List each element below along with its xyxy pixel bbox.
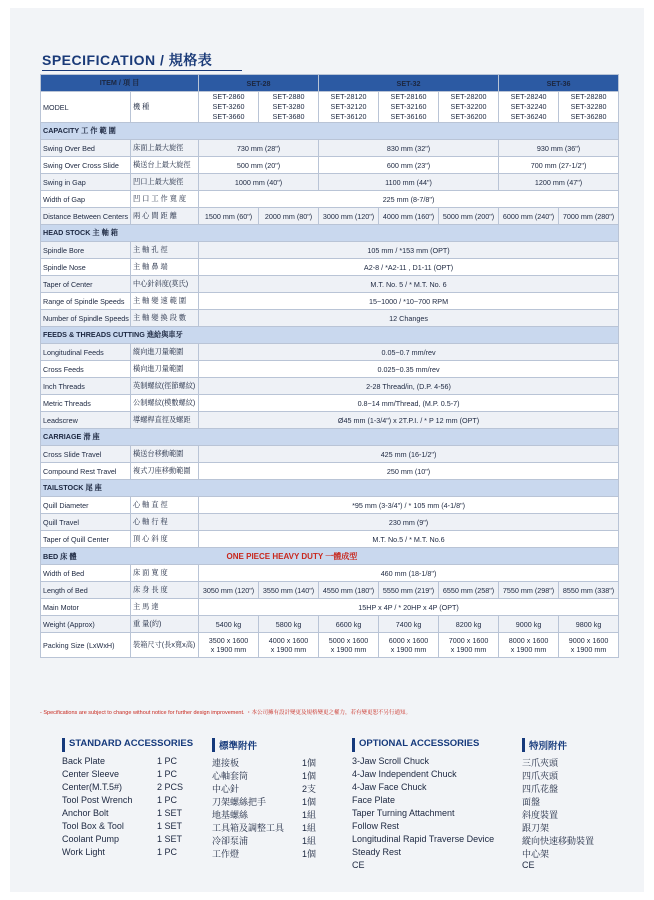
row-value: A2-8 / *A2-11 , D1-11 (OPT) [199, 259, 619, 276]
row-label: Compound Rest Travel [41, 463, 131, 480]
row-label: Width of Gap [41, 191, 131, 208]
optional-item-zh: 跟刀架 [522, 823, 550, 833]
row-value: 460 mm (18-1/8") [199, 565, 619, 582]
standard-item-zh [212, 847, 342, 860]
optional-item-zh: 四爪花盤 [522, 784, 559, 794]
standard-item [62, 821, 212, 834]
section-title-tailstock: TAILSTOCK 尾 座 [41, 480, 619, 497]
spec-row [41, 565, 619, 582]
standard-item-name-zh: 連接板 [212, 758, 240, 768]
row-label-zh: 主 軸 鼻 端 [131, 259, 199, 276]
header-set32: SET-32 [319, 75, 499, 92]
page-title: SPECIFICATION / 規格表 [42, 52, 213, 68]
row-value: 6550 mm (258") [439, 582, 499, 599]
row-label: Taper of Center [41, 276, 131, 293]
standard-item-qty: 1 PC [157, 795, 178, 805]
row-label: Length of Bed [41, 582, 131, 599]
section-title-bed: BED 床 體 ONE PIECE HEAVY DUTY 一體成型 [41, 548, 619, 565]
section-feeds [41, 327, 619, 344]
row-value: 9800 kg [559, 616, 619, 633]
row-label: Number of Spindle Speeds [41, 310, 131, 327]
model-label-zh: 機 種 [131, 92, 199, 123]
row-label-zh: 兩 心 間 距 離 [131, 208, 199, 225]
spec-row [41, 633, 619, 658]
row-value: 0.05~0.7 mm/rev [199, 344, 619, 361]
standard-item-qty-zh: 1組 [302, 823, 317, 833]
standard-item-qty: 1 SET [157, 834, 183, 844]
standard-item-zh [212, 821, 342, 834]
row-value: 9000 kg [499, 616, 559, 633]
row-value: M.T. No. 5 / * M.T. No. 6 [199, 276, 619, 293]
spec-row [41, 582, 619, 599]
spec-row [41, 378, 619, 395]
row-value: 7400 kg [379, 616, 439, 633]
row-label: Metric Threads [41, 395, 131, 412]
row-value: 225 mm (8-7/8") [199, 191, 619, 208]
spec-sheet [10, 8, 644, 892]
row-value: 3550 mm (140") [259, 582, 319, 599]
optional-zh-list [522, 756, 612, 873]
spec-table [40, 74, 619, 658]
standard-en-list [62, 756, 212, 860]
row-value: 3500 x 1600 x 1900 mm [199, 633, 259, 658]
section-title-capacity: CAPACITY 工 作 範 圍 [41, 123, 619, 140]
row-value: 3050 mm (120") [199, 582, 259, 599]
optional-item-zh: 面盤 [522, 797, 541, 807]
spec-row [41, 463, 619, 480]
model-cell: SET-2880 SET-3280 SET-3680 [259, 92, 319, 123]
row-label: Range of Spindle Speeds [41, 293, 131, 310]
standard-item-name: Back Plate [62, 756, 106, 766]
value-set32: 830 mm (32") [319, 140, 499, 157]
row-value: 0.025~0.35 mm/rev [199, 361, 619, 378]
optional-item: Taper Turning Attachment [352, 808, 455, 818]
section-tailstock [41, 480, 619, 497]
row-value: 4000 x 1600 x 1900 mm [259, 633, 319, 658]
row-value: 2-28 Thread/in, (D.P. 4-56) [199, 378, 619, 395]
optional-item-zh: 四爪夾頭 [522, 771, 559, 781]
standard-item [62, 756, 212, 769]
row-value: 6600 kg [319, 616, 379, 633]
row-value: 4550 mm (180") [319, 582, 379, 599]
optional-item-zh: 三爪夾頭 [522, 758, 559, 768]
spec-note: - Specifications are subject to change without notice for further design improvement. ・本公司擁有設計變更及規格變更之權力，若有變更恕不另行通知。 [40, 710, 412, 716]
row-label-zh: 頂 心 斜 度 [131, 531, 199, 548]
optional-en-col [352, 738, 522, 873]
standard-accessories [62, 738, 342, 860]
standard-item-name: Anchor Bolt [62, 808, 109, 818]
spec-row [41, 276, 619, 293]
row-label: Cross Feeds [41, 361, 131, 378]
row-label: Packing Size (LxWxH) [41, 633, 131, 658]
row-label-zh: 主 軸 變 換 段 數 [131, 310, 199, 327]
row-value: *95 mm (3-3/4") / * 105 mm (4-1/8") [199, 497, 619, 514]
value-set28: 730 mm (28") [199, 140, 319, 157]
row-value: 0.8~14 mm/Thread, (M.P. 0.5-7) [199, 395, 619, 412]
optional-item-zh: 中心架 [522, 849, 550, 859]
model-cell: SET-28280 SET-32280 SET-36280 [559, 92, 619, 123]
spec-row [41, 208, 619, 225]
standard-item-qty-zh: 1組 [302, 836, 317, 846]
model-cell: SET-28240 SET-32240 SET-36240 [499, 92, 559, 123]
optional-accessories [352, 738, 612, 873]
section-title-headstock: HEAD STOCK 主 軸 箱 [41, 225, 619, 242]
spec-row [41, 446, 619, 463]
row-label-zh: 複式刀座移動範圍 [131, 463, 199, 480]
row-value: 7000 x 1600 x 1900 mm [439, 633, 499, 658]
row-label-zh: 心 軸 行 程 [131, 514, 199, 531]
section-headstock [41, 225, 619, 242]
row-label: Quill Travel [41, 514, 131, 531]
row-label-zh: 床面上最大旋徑 [131, 140, 199, 157]
row-label: Spindle Nose [41, 259, 131, 276]
row-value: 4000 mm (160") [379, 208, 439, 225]
standard-item-qty: 1 PC [157, 756, 178, 766]
spec-row [41, 514, 619, 531]
standard-item-name-zh: 工具箱及調整工具 [212, 823, 285, 833]
row-value: Ø45 mm (1-3/4") x 2T.P.I. / * P 12 mm (OPT) [199, 412, 619, 429]
standard-zh-col [212, 738, 342, 860]
optional-item-zh: CE [522, 860, 535, 870]
standard-item-name-zh: 心軸套筒 [212, 771, 249, 781]
heavy-duty-label: ONE PIECE HEAVY DUTY 一體成型 [226, 551, 358, 561]
standard-item-zh [212, 834, 342, 847]
header-row [41, 75, 619, 92]
optional-en-list [352, 756, 522, 873]
standard-item-qty: 1 SET [157, 821, 183, 831]
row-value: 8200 kg [439, 616, 499, 633]
row-value: 2000 mm (80") [259, 208, 319, 225]
row-label: Inch Threads [41, 378, 131, 395]
row-label-zh: 橫向進刀量範圍 [131, 361, 199, 378]
spec-row [41, 412, 619, 429]
standard-item-qty: 1 SET [157, 808, 183, 818]
standard-item-name: Coolant Pump [62, 834, 120, 844]
spec-row [41, 242, 619, 259]
row-label: Taper of Quill Center [41, 531, 131, 548]
value-set36: 700 mm (27-1/2") [499, 157, 619, 174]
value-set36: 1200 mm (47") [499, 174, 619, 191]
optional-item: 4-Jaw Independent Chuck [352, 769, 457, 779]
value-set36: 930 mm (36") [499, 140, 619, 157]
spec-row [41, 174, 619, 191]
row-label-zh: 心 軸 直 徑 [131, 497, 199, 514]
row-value: 5000 x 1600 x 1900 mm [319, 633, 379, 658]
header-item: ITEM / 項 目 [41, 75, 199, 92]
section-capacity [41, 123, 619, 140]
standard-item-zh [212, 756, 342, 769]
row-label-zh: 床 面 寬 度 [131, 565, 199, 582]
value-set32: 600 mm (23") [319, 157, 499, 174]
standard-item-name-zh: 工作燈 [212, 849, 240, 859]
standard-item [62, 808, 212, 821]
standard-item-name: Work Light [62, 847, 105, 857]
spec-row [41, 599, 619, 616]
row-value: 8550 mm (338") [559, 582, 619, 599]
row-label: Leadscrew [41, 412, 131, 429]
standard-item-zh [212, 782, 342, 795]
model-cell: SET-28200 SET-32200 SET-36200 [439, 92, 499, 123]
standard-en-col [62, 738, 212, 860]
standard-title: STANDARD ACCESSORIES [62, 738, 212, 752]
row-label: Spindle Bore [41, 242, 131, 259]
row-value: 15HP x 4P / * 20HP x 4P (OPT) [199, 599, 619, 616]
spec-row [41, 293, 619, 310]
standard-item-name: Center(M.T.5#) [62, 782, 123, 792]
value-set28: 500 mm (20") [199, 157, 319, 174]
spec-row [41, 344, 619, 361]
standard-item [62, 847, 212, 860]
row-value: 7550 mm (298") [499, 582, 559, 599]
standard-item-qty: 1 PC [157, 769, 178, 779]
spec-row [41, 616, 619, 633]
optional-item-zh: 縱向快速移動裝置 [522, 836, 595, 846]
row-value: 425 mm (16-1/2") [199, 446, 619, 463]
model-label: MODEL [41, 92, 131, 123]
standard-item [62, 795, 212, 808]
standard-item-name-zh: 地基螺絲 [212, 810, 249, 820]
row-label-zh: 主 軸 變 速 範 圍 [131, 293, 199, 310]
spec-row [41, 259, 619, 276]
standard-item [62, 782, 212, 795]
standard-item-name-zh: 冷卻泵浦 [212, 836, 249, 846]
row-value: 250 mm (10") [199, 463, 619, 480]
standard-item-qty: 2 PCS [157, 782, 184, 792]
row-label-zh: 凹 口 工 作 寬 度 [131, 191, 199, 208]
row-label: Weight (Approx) [41, 616, 131, 633]
title-underline [42, 70, 242, 71]
standard-item [62, 834, 212, 847]
standard-item-qty: 1 PC [157, 847, 178, 857]
row-label-zh: 主 馬 達 [131, 599, 199, 616]
row-label: Distance Between Centers [41, 208, 131, 225]
standard-item [62, 769, 212, 782]
row-value: 105 mm / *153 mm (OPT) [199, 242, 619, 259]
row-label-zh: 橫送台上最大旋徑 [131, 157, 199, 174]
spec-row [41, 531, 619, 548]
model-cell: SET-28120 SET-32120 SET-36120 [319, 92, 379, 123]
row-label-zh: 凹口上最大旋徑 [131, 174, 199, 191]
row-value: 3000 mm (120") [319, 208, 379, 225]
standard-item-qty-zh: 1個 [302, 771, 317, 781]
spec-row [41, 140, 619, 157]
value-set32: 1100 mm (44") [319, 174, 499, 191]
standard-item-name-zh: 中心針 [212, 784, 240, 794]
standard-zh-list [212, 756, 342, 860]
optional-item: Longitudinal Rapid Traverse Device [352, 834, 495, 844]
row-label-zh: 床 身 長 度 [131, 582, 199, 599]
spec-row [41, 310, 619, 327]
standard-item-qty-zh: 1個 [302, 758, 317, 768]
optional-title: OPTIONAL ACCESSORIES [352, 738, 522, 752]
row-label: Swing in Gap [41, 174, 131, 191]
spec-row [41, 497, 619, 514]
row-label: Longitudinal Feeds [41, 344, 131, 361]
standard-item-name-zh: 刀架螺絲把手 [212, 797, 267, 807]
value-set28: 1000 mm (40") [199, 174, 319, 191]
row-label-zh: 裝箱尺寸(長x寬x高) [131, 633, 199, 658]
standard-item-name: Tool Box & Tool [62, 821, 124, 831]
optional-item: Steady Rest [352, 847, 402, 857]
model-row [41, 92, 619, 123]
spec-row [41, 157, 619, 174]
row-value: 5550 mm (219") [379, 582, 439, 599]
standard-item-name: Tool Post Wrench [62, 795, 133, 805]
row-label: Quill Diameter [41, 497, 131, 514]
row-value: M.T. No.5 / * M.T. No.6 [199, 531, 619, 548]
optional-zh-col [522, 738, 612, 873]
row-value: 9000 x 1600 x 1900 mm [559, 633, 619, 658]
row-label-zh: 導螺桿直徑及螺距 [131, 412, 199, 429]
row-label: Swing Over Cross Slide [41, 157, 131, 174]
section-title-feeds: FEEDS & THREADS CUTTING 進給與車牙 [41, 327, 619, 344]
row-label: Main Motor [41, 599, 131, 616]
row-label: Swing Over Bed [41, 140, 131, 157]
standard-item-zh [212, 795, 342, 808]
optional-item: Follow Rest [352, 821, 400, 831]
optional-item: 3-Jaw Scroll Chuck [352, 756, 430, 766]
row-label-zh: 重 量(約) [131, 616, 199, 633]
optional-item: 4-Jaw Face Chuck [352, 782, 427, 792]
row-value: 5000 mm (200") [439, 208, 499, 225]
row-value: 230 mm (9") [199, 514, 619, 531]
optional-item: Face Plate [352, 795, 396, 805]
header-set36: SET-36 [499, 75, 619, 92]
standard-item-qty-zh: 1個 [302, 849, 317, 859]
header-set28: SET-28 [199, 75, 319, 92]
row-value: 6000 x 1600 x 1900 mm [379, 633, 439, 658]
standard-item-zh [212, 808, 342, 821]
row-value: 5400 kg [199, 616, 259, 633]
model-cell: SET-2860 SET-3260 SET-3660 [199, 92, 259, 123]
row-label-zh: 公制螺紋(模數螺紋) [131, 395, 199, 412]
row-value: 12 Changes [199, 310, 619, 327]
row-value: 15~1000 / *10~700 RPM [199, 293, 619, 310]
standard-title-zh: 標準附件 [212, 738, 342, 752]
spec-row [41, 395, 619, 412]
row-label-zh: 主 軸 孔 徑 [131, 242, 199, 259]
row-value: 8000 x 1600 x 1900 mm [499, 633, 559, 658]
section-carriage [41, 429, 619, 446]
row-label: Width of Bed [41, 565, 131, 582]
row-value: 5800 kg [259, 616, 319, 633]
optional-title-zh: 特別附件 [522, 738, 612, 752]
row-value: 1500 mm (60") [199, 208, 259, 225]
row-label: Cross Slide Travel [41, 446, 131, 463]
row-label-zh: 中心針斜度(莫氏) [131, 276, 199, 293]
row-value: 6000 mm (240") [499, 208, 559, 225]
section-title-carriage: CARRIAGE 滑 座 [41, 429, 619, 446]
standard-item-qty-zh: 1組 [302, 810, 317, 820]
standard-item-qty-zh: 1個 [302, 797, 317, 807]
model-cell: SET-28160 SET-32160 SET-36160 [379, 92, 439, 123]
row-value: 7000 mm (280") [559, 208, 619, 225]
spec-row [41, 361, 619, 378]
row-label-zh: 縱向進刀量範圍 [131, 344, 199, 361]
standard-item-zh [212, 769, 342, 782]
standard-item-name: Center Sleeve [62, 769, 120, 779]
section-bed [41, 548, 619, 565]
row-label-zh: 英制螺紋(徑節螺紋) [131, 378, 199, 395]
spec-row [41, 191, 619, 208]
standard-item-qty-zh: 2支 [302, 784, 317, 794]
optional-item: CE [352, 860, 365, 870]
row-label-zh: 橫送台移動範圍 [131, 446, 199, 463]
optional-item-zh: 斜度裝置 [522, 810, 559, 820]
